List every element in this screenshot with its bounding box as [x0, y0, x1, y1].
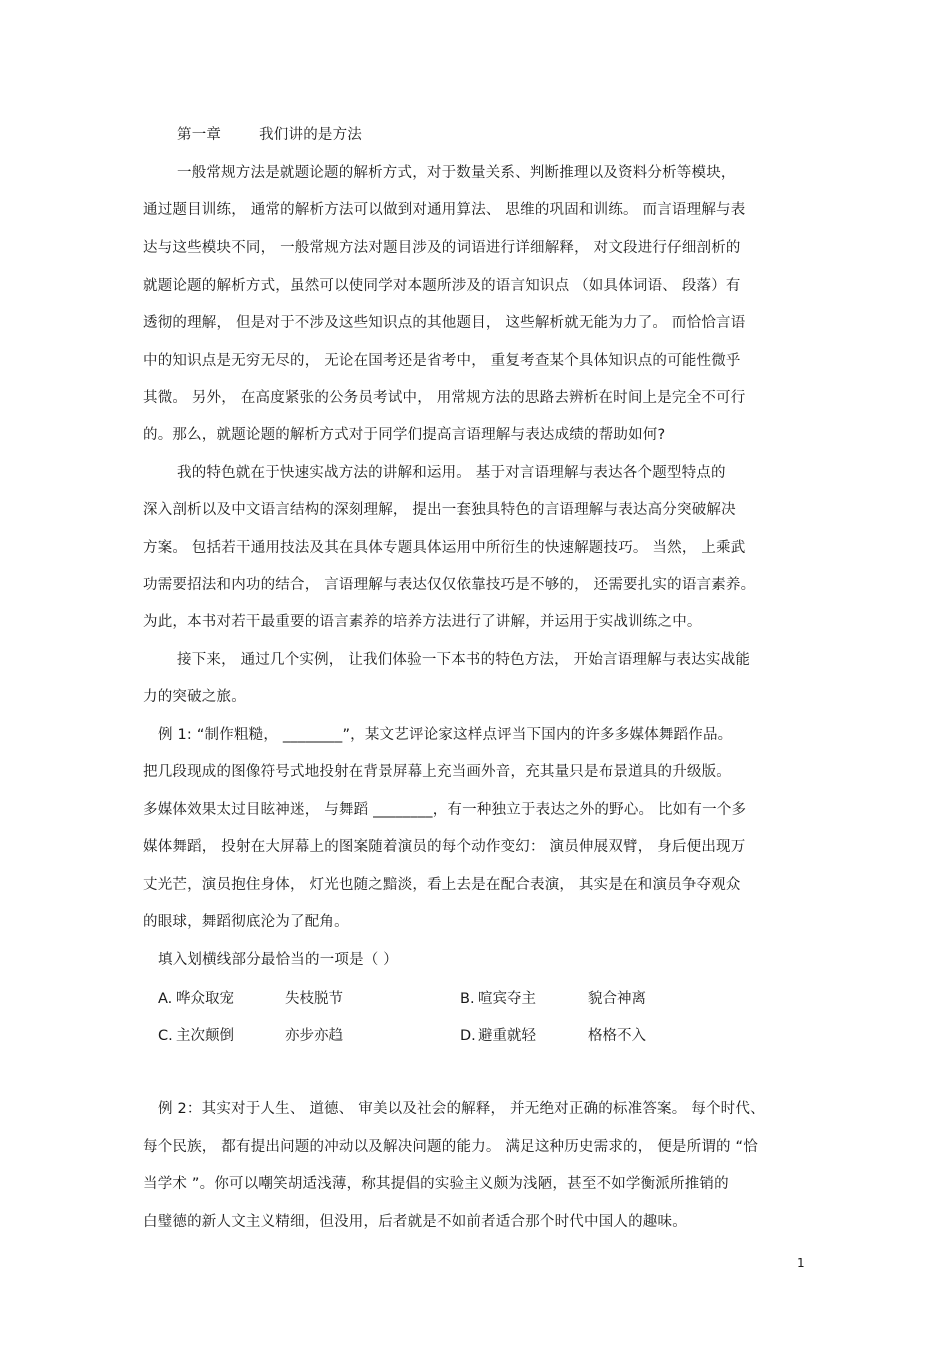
- chapter-heading: [177, 125, 362, 145]
- example2-line: 例 2：其实对于人生、 道德、 审美以及社会的解释， 并无绝对正确的标准答案。 每个时代、: [158, 1101, 765, 1117]
- paragraph-line: 就题论题的解析方式，虽然可以使同学对本题所涉及的语言知识点 （如具体词语、 段落）有: [143, 278, 741, 294]
- example2-line: 每个民族， 都有提出问题的冲动以及解决问题的能力。 满足这种历史需求的， 便是所谓的 “恰: [143, 1139, 758, 1155]
- chapter-title: 我们讲的是方法: [259, 127, 363, 143]
- option-a-word2: 失枝脱节: [285, 991, 343, 1007]
- option-d-letter: D.: [460, 1028, 476, 1044]
- option-c-word2: 亦步亦趋: [285, 1028, 343, 1044]
- example2-line: 白璧德的新人文主义精细，但没用，后者就是不如前者适合那个时代中国人的趣味。: [143, 1214, 687, 1230]
- paragraph-line: 其微。 另外， 在高度紧张的公务员考试中， 用常规方法的思路去辨析在时间上是完全不可行: [143, 390, 746, 406]
- paragraph-line: 达与这些模块不同， 一般常规方法对题目涉及的词语进行详细解释， 对文段进行仔细剖析的: [143, 240, 741, 256]
- example1-question: 填入划横线部分最恰当的一项是（ ）: [158, 952, 399, 968]
- paragraph-line: 中的知识点是无穷无尽的， 无论在国考还是省考中， 重复考查某个具体知识点的可能性微乎: [143, 353, 741, 369]
- paragraph-line: 方案。 包括若干通用技法及其在具体专题具体运用中所衍生的快速解题技巧。 当然， 上乘武: [143, 540, 746, 556]
- example1-line: 把几段现成的图像符号式地投射在背景屏幕上充当画外音，充其量只是布景道具的升级版。: [143, 764, 731, 780]
- paragraph-line: 为此，本书对若干最重要的语言素养的培养方法进行了讲解，并运用于实战训练之中。: [143, 614, 702, 630]
- example1-line: 多媒体效果太过目眩神迷， 与舞蹈 ________，有一种独立于表达之外的野心。 比如有一个多: [143, 802, 747, 818]
- paragraph-line: 我的特色就在于快速实战方法的讲解和运用。 基于对言语理解与表达各个题型特点的: [177, 465, 726, 481]
- paragraph-line: 通过题目训练， 通常的解析方法可以做到对通用算法、 思维的巩固和训练。 而言语理解与表: [143, 202, 746, 218]
- paragraph-line: 接下来， 通过几个实例， 让我们体验一下本书的特色方法， 开始言语理解与表达实战能: [177, 652, 751, 668]
- paragraph-line: 力的突破之旅。: [143, 689, 246, 705]
- example2-line: 当学术 ”。你可以嘲笑胡适浅薄，称其提倡的实验主义颇为浅陋，甚至不如学衡派所推销的: [143, 1176, 729, 1192]
- example1-line: 丈光芒，演员抱住身体， 灯光也随之黯淡，看上去是在配合表演， 其实是在和演员争夺观众: [143, 877, 741, 893]
- example1-line: 的眼球，舞蹈彻底沦为了配角。: [143, 914, 349, 930]
- paragraph-line: 透彻的理解， 但是对于不涉及这些知识点的其他题目， 这些解析就无能为力了。 而恰恰言语: [143, 315, 746, 331]
- chapter-number: 第一章: [177, 127, 222, 143]
- option-b-word1: 喧宾夺主: [478, 991, 536, 1007]
- paragraph-line: 一般常规方法是就题论题的解析方式，对于数量关系、判断推理以及资料分析等模块，: [177, 165, 736, 181]
- page-number: 1: [797, 1256, 805, 1270]
- option-c-letter: C.: [158, 1028, 173, 1044]
- option-b-letter: B.: [460, 991, 475, 1007]
- option-d-word1: 避重就轻: [478, 1028, 536, 1044]
- option-b-word2: 貌合神离: [588, 991, 646, 1007]
- paragraph-line: 深入剖析以及中文语言结构的深刻理解， 提出一套独具特色的言语理解与表达高分突破解决: [143, 502, 736, 518]
- example1-line: 例 1: “制作粗糙， ________”，某文艺评论家这样点评当下国内的许多多媒体舞蹈作品。: [158, 727, 733, 743]
- option-c-word1: 主次颠倒: [176, 1028, 234, 1044]
- paragraph-line: 的。那么，就题论题的解析方式对于同学们提高言语理解与表达成绩的帮助如何?: [143, 427, 666, 443]
- example1-line: 媒体舞蹈， 投射在大屏幕上的图案随着演员的每个动作变幻： 演员伸展双臂， 身后便出现万: [143, 839, 746, 855]
- paragraph-line: 功需要招法和内功的结合， 言语理解与表达仅仅依靠技巧是不够的， 还需要扎实的语言素养。: [143, 577, 756, 593]
- option-a-letter: A.: [158, 991, 173, 1007]
- option-d-word2: 格格不入: [588, 1028, 646, 1044]
- option-a-word1: 哗众取宠: [176, 991, 234, 1007]
